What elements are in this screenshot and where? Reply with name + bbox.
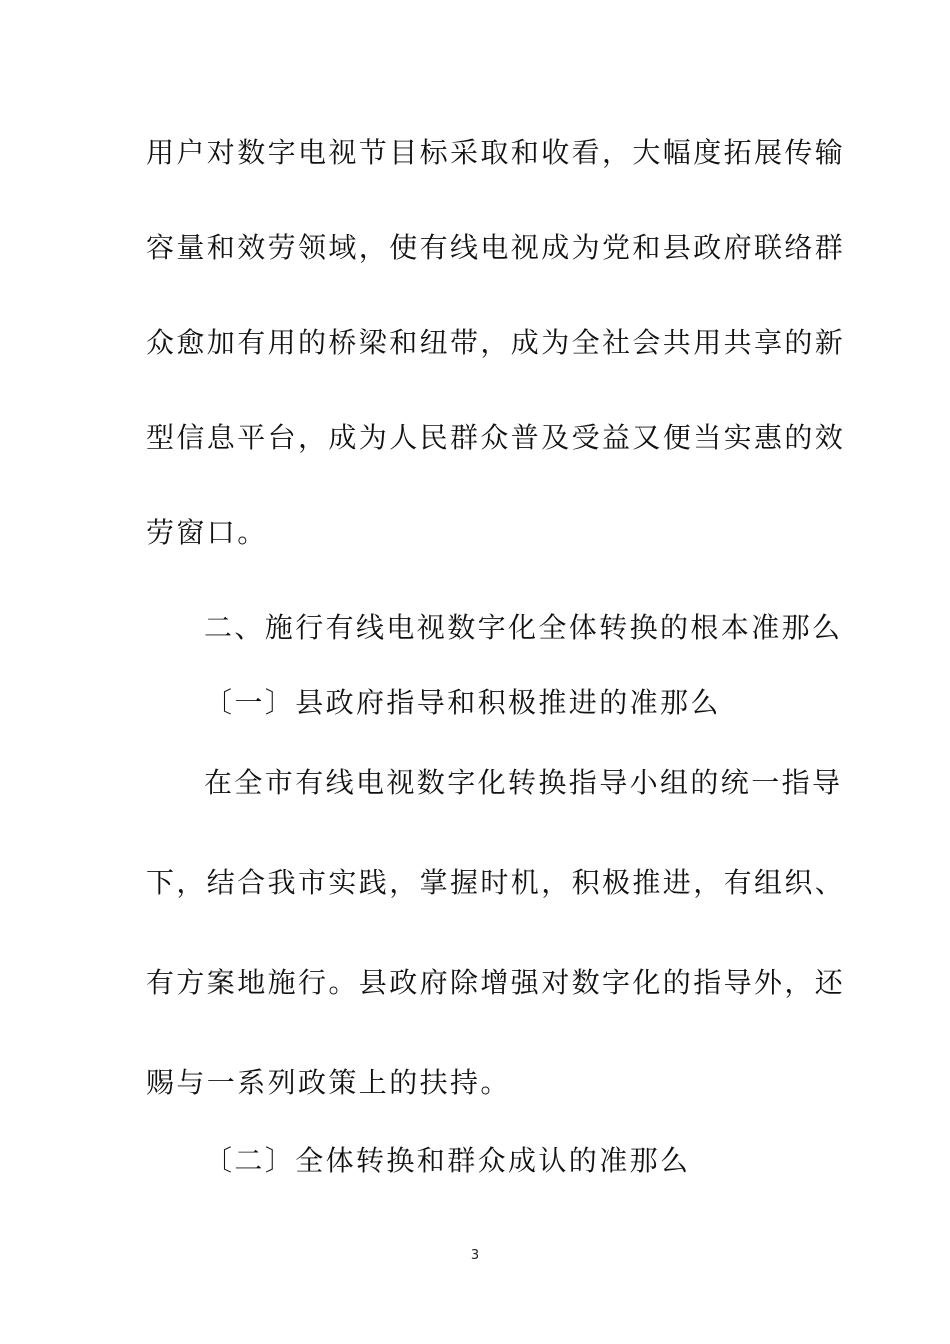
subsection-heading: 〔二〕全体转换和群众成认的准那么 [204,1144,691,1177]
subsection-heading: 〔一〕县政府指导和积极推进的准那么 [204,686,721,719]
paragraph-line: 劳窗口。 [146,516,268,549]
page-number: 3 [470,1248,480,1263]
paragraph-line: 下，结合我市实践，掌握时机，积极推进，有组织、 [146,866,846,899]
section-heading: 二、施行有线电视数字化全体转换的根本准那么 [204,611,843,644]
paragraph-line: 在全市有线电视数字化转换指导小组的统一指导 [204,766,843,799]
paragraph-line: 型信息平台，成为人民群众普及受益又便当实惠的效 [146,421,846,454]
paragraph-line: 众愈加有用的桥梁和纽带，成为全社会共用共享的新 [146,326,846,359]
paragraph-line: 容量和效劳领域，使有线电视成为党和县政府联络群 [146,231,846,264]
paragraph-line: 用户对数字电视节目标采取和收看，大幅度拓展传输 [146,136,846,169]
paragraph-line: 赐与一系列政策上的扶持。 [146,1066,511,1099]
paragraph-line: 有方案地施行。县政府除增强对数字化的指导外，还 [146,966,846,999]
